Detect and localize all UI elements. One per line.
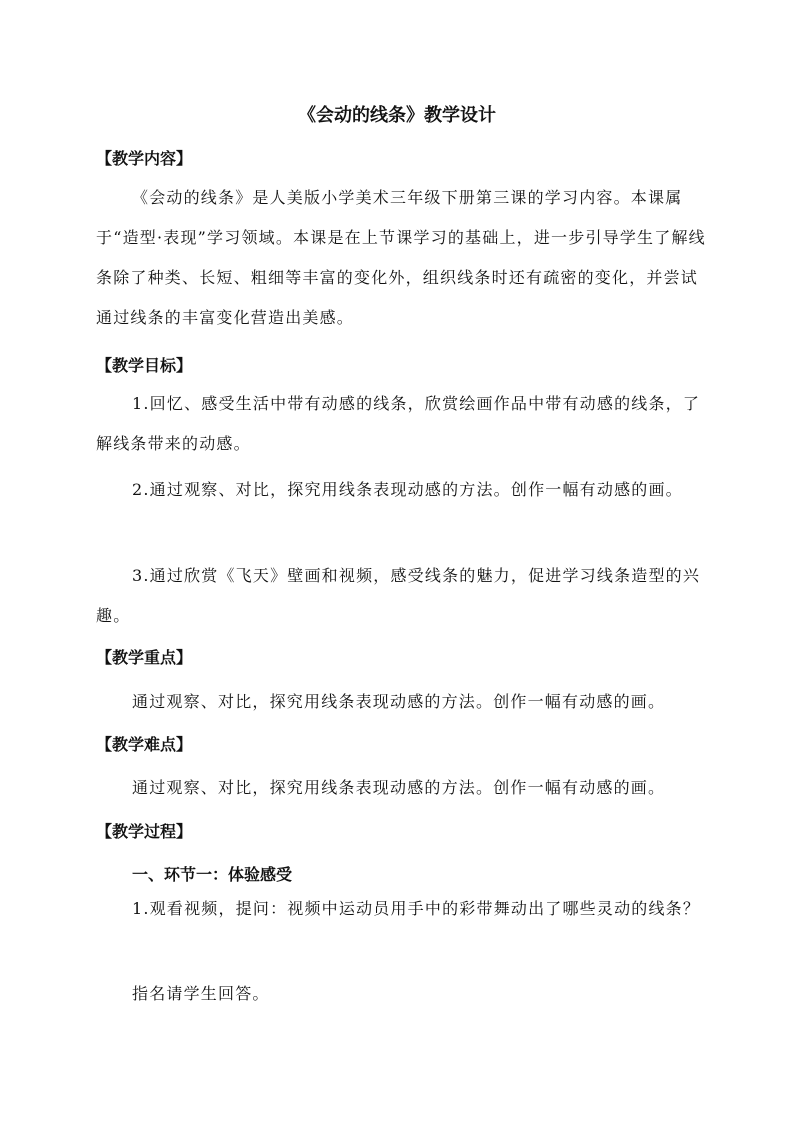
goal-item-2: 2.通过观察、对比，探究用线条表现动感的方法。创作一幅有动感的画。 — [132, 480, 683, 499]
section-heading-goals: 【教学目标】 — [96, 356, 193, 375]
content-paragraph: 《会动的线条》是人美版小学美术三年级下册第三课的学习内容。本课属于“造型·表现”学习领域。本课是在上节课学习的基础上，进一步引导学生了解线条除了种类、长短、粗细等丰富的变化外，组织线条时还有疏密的变化，并尝试通过线条的丰富变化营造出美感。 — [96, 188, 706, 327]
section-heading-key-points: 【教学重点】 — [96, 648, 193, 667]
document-title: 《会动的线条》教学设计 — [298, 105, 496, 126]
section-heading-process: 【教学过程】 — [96, 822, 193, 841]
section-heading-content: 【教学内容】 — [96, 149, 193, 168]
key-points-text: 通过观察、对比，探究用线条表现动感的方法。创作一幅有动感的画。 — [132, 692, 666, 711]
process-step1-note: 指名请学生回答。 — [132, 984, 270, 1003]
difficulties-text: 通过观察、对比，探究用线条表现动感的方法。创作一幅有动感的画。 — [132, 778, 666, 797]
section-heading-difficulties: 【教学难点】 — [96, 735, 193, 754]
goal-item-3: 3.通过欣赏《飞天》壁画和视频，感受线条的魅力，促进学习线条造型的兴趣。 — [96, 566, 701, 625]
process-step1-item1: 1.观看视频，提问：视频中运动员用手中的彩带舞动出了哪些灵动的线条？ — [132, 899, 701, 918]
process-step1-heading: 一、环节一：体验感受 — [132, 865, 293, 884]
goal-item-1: 1.回忆、感受生活中带有动感的线条，欣赏绘画作品中带有动感的线条，了解线条带来的动感。 — [96, 394, 701, 453]
